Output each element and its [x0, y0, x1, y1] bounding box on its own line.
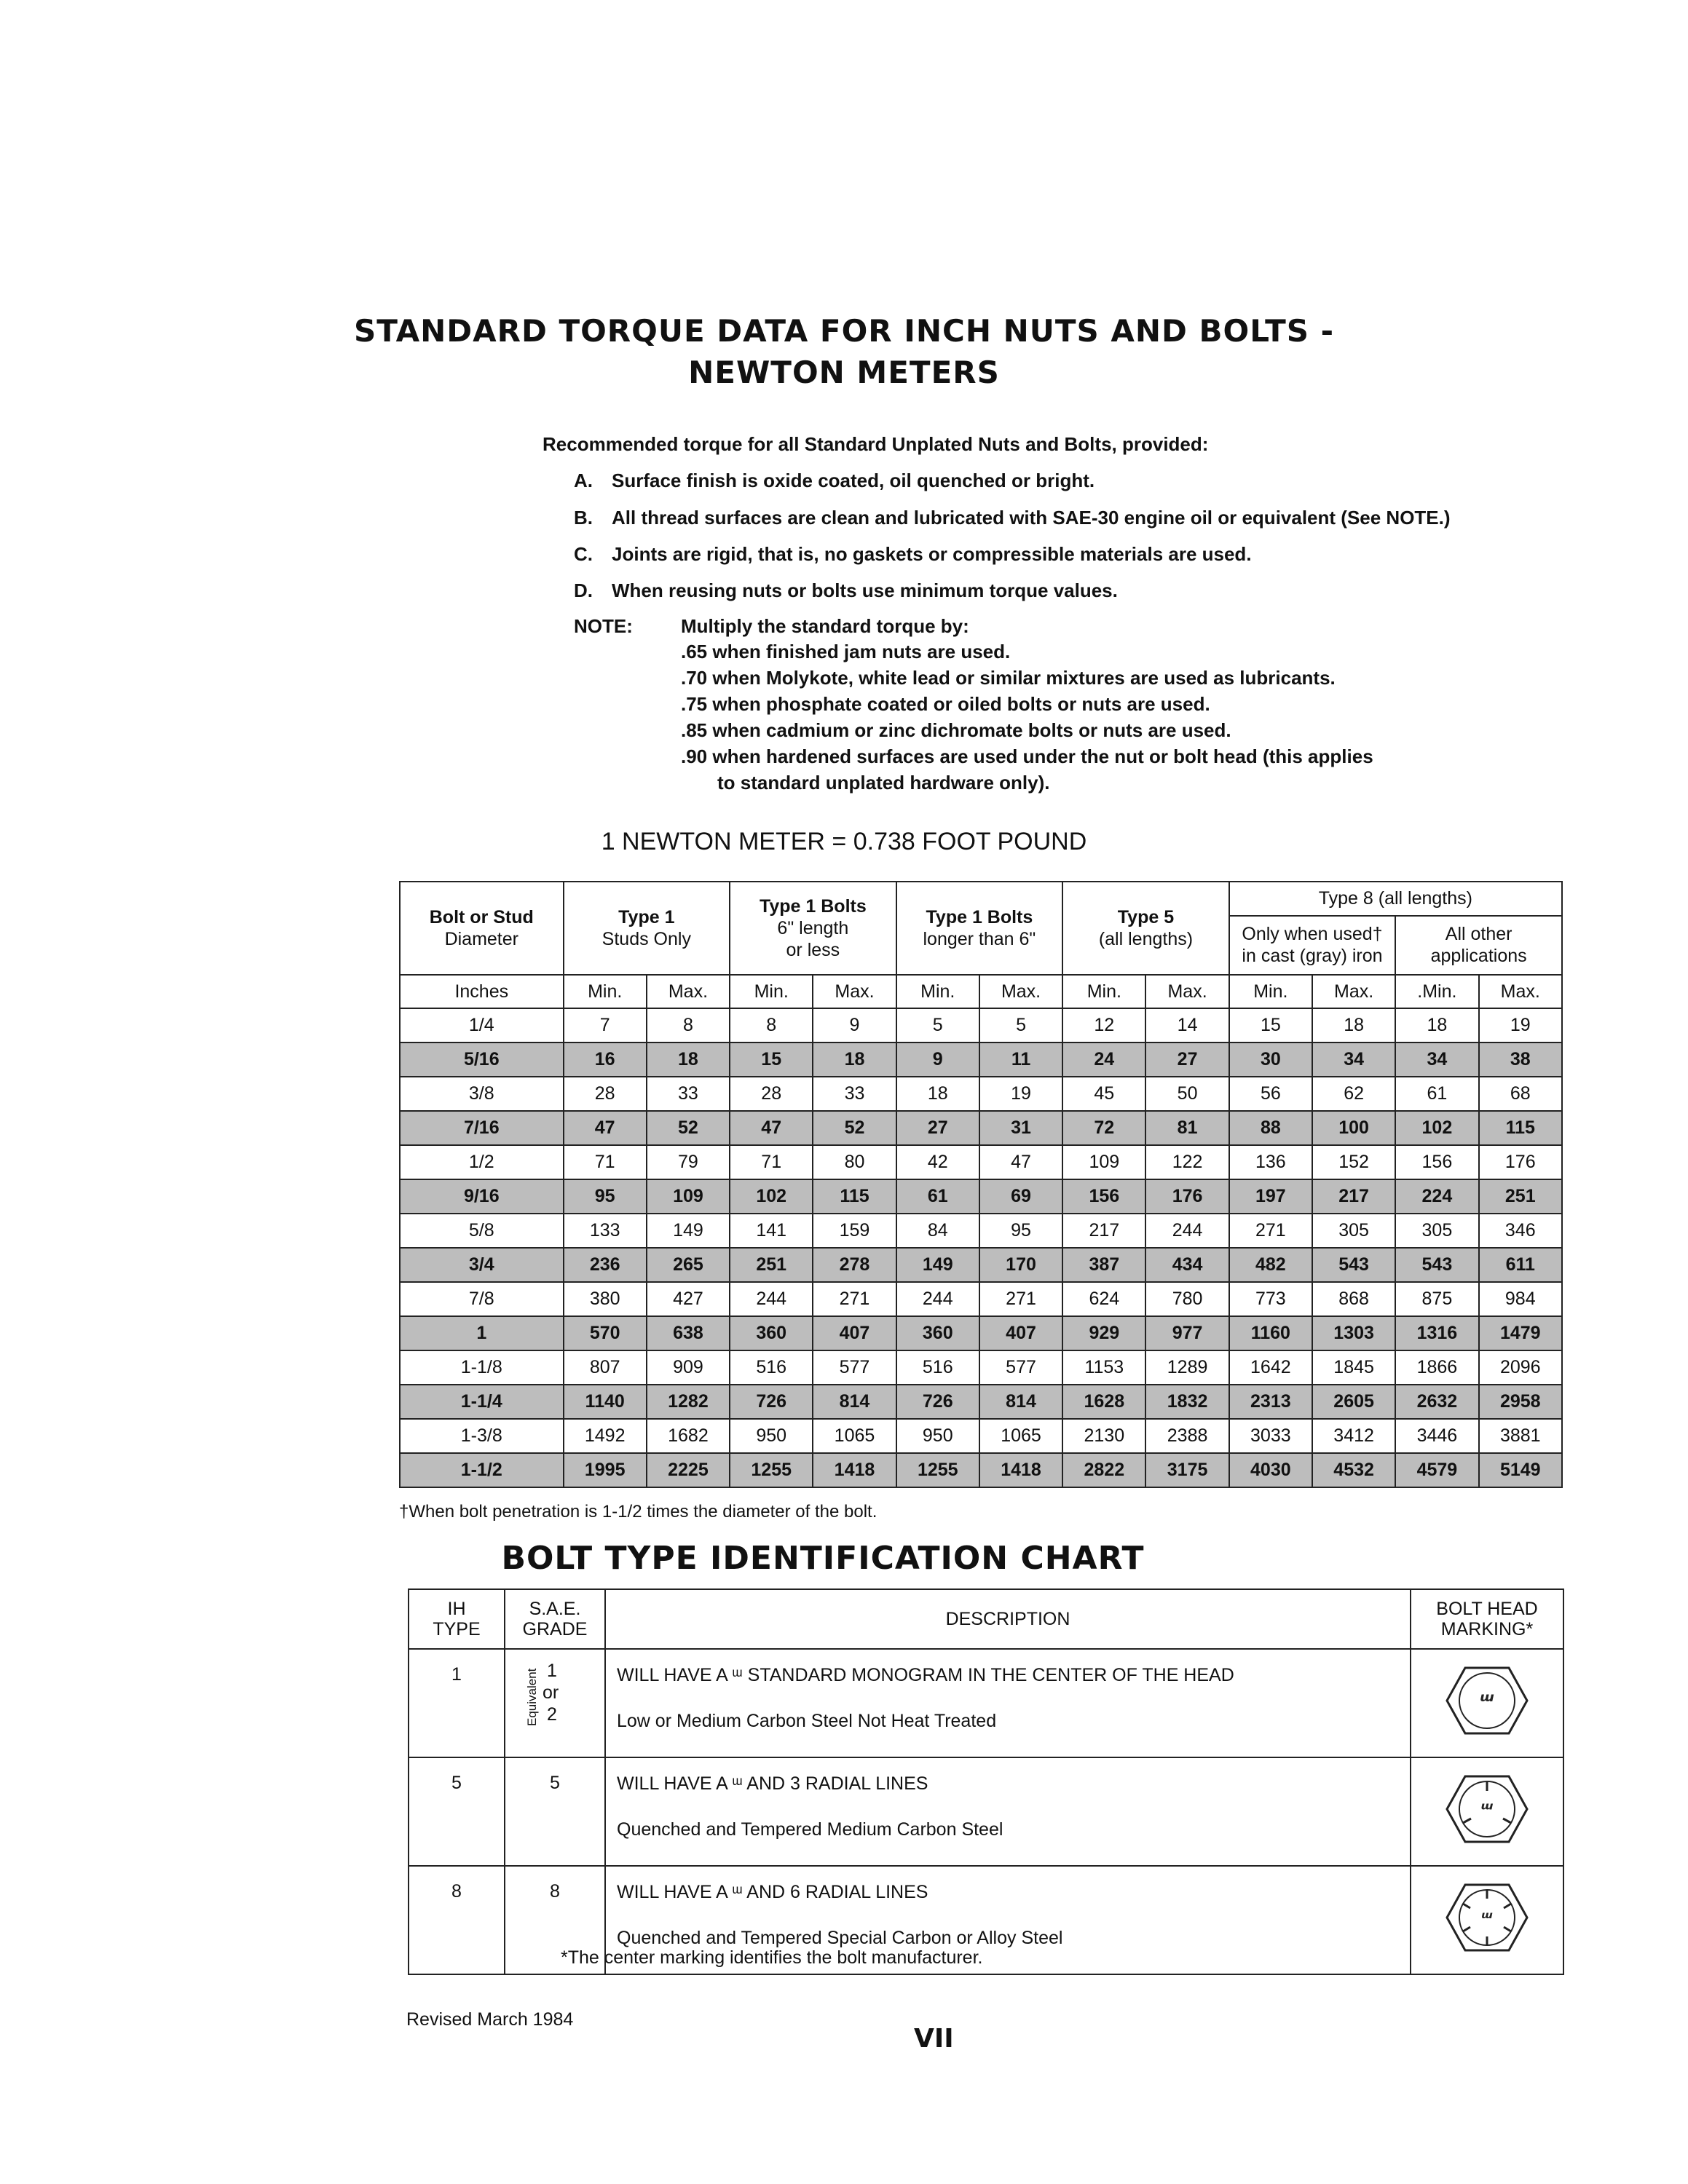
torque-value-cell: 773	[1229, 1282, 1312, 1316]
footnote: *The center marking identifies the bolt manufacturer.	[561, 1947, 983, 1968]
condition-c: C. Joints are rigid, that is, no gaskets or compressible materials are used.	[574, 543, 1252, 565]
col-header-min: .Min.	[1395, 975, 1478, 1008]
id-header-marking: BOLT HEAD MARKING*	[1411, 1589, 1563, 1649]
col-header-inches: Inches	[400, 975, 564, 1008]
torque-row	[400, 1214, 1562, 1248]
torque-value-cell: 577	[979, 1350, 1062, 1385]
torque-value-cell: 217	[1062, 1214, 1145, 1248]
torque-value-cell: 909	[647, 1350, 730, 1385]
torque-value-cell: 9	[896, 1042, 979, 1077]
torque-value-cell: 9	[813, 1008, 896, 1042]
torque-value-cell: 8	[647, 1008, 730, 1042]
col-header-max: Max.	[813, 975, 896, 1008]
sae-grade: 5	[505, 1757, 605, 1866]
torque-value-cell: 5	[979, 1008, 1062, 1042]
torque-value-cell: 88	[1229, 1111, 1312, 1145]
torque-value-cell: 122	[1145, 1145, 1228, 1179]
torque-value-cell: 8	[730, 1008, 813, 1042]
torque-value-cell: 407	[813, 1316, 896, 1350]
torque-value-cell: 950	[896, 1419, 979, 1453]
torque-value-cell: 100	[1312, 1111, 1395, 1145]
description-material: Quenched and Tempered Special Carbon or Alloy Steel	[617, 1928, 1063, 1948]
col-header-max: Max.	[1312, 975, 1395, 1008]
torque-value-cell: 2225	[647, 1453, 730, 1487]
torque-value-cell: 170	[979, 1248, 1062, 1282]
torque-value-cell: 159	[813, 1214, 896, 1248]
torque-value-cell: 1255	[730, 1453, 813, 1487]
bolt-size-cell: 3/4	[400, 1248, 564, 1282]
torque-value-cell: 149	[896, 1248, 979, 1282]
torque-row	[400, 1179, 1562, 1214]
torque-value-cell: 2958	[1479, 1385, 1562, 1419]
torque-value-cell: 4579	[1395, 1453, 1478, 1487]
torque-value-cell: 11	[979, 1042, 1062, 1077]
ih-type: 1	[409, 1649, 505, 1757]
torque-value-cell: 24	[1062, 1042, 1145, 1077]
id-row-type1	[409, 1649, 1563, 1757]
torque-value-cell: 1282	[647, 1385, 730, 1419]
torque-value-cell: 102	[1395, 1111, 1478, 1145]
torque-value-cell: 1682	[647, 1419, 730, 1453]
torque-row	[400, 1453, 1562, 1487]
torque-value-cell: 251	[730, 1248, 813, 1282]
torque-value-cell: 1418	[813, 1453, 896, 1487]
id-header-description: DESCRIPTION	[605, 1589, 1411, 1649]
torque-value-cell: 2605	[1312, 1385, 1395, 1419]
torque-value-cell: 251	[1479, 1179, 1562, 1214]
torque-value-cell: 33	[647, 1077, 730, 1111]
torque-value-cell: 47	[564, 1111, 647, 1145]
note-line: .85 when cadmium or zinc dichromate bolts or nuts are used.	[681, 719, 1231, 741]
torque-value-cell: 61	[1395, 1077, 1478, 1111]
torque-value-cell: 115	[813, 1179, 896, 1214]
torque-value-cell: 407	[979, 1316, 1062, 1350]
torque-row	[400, 1385, 1562, 1419]
note-line: .70 when Molykote, white lead or similar mixtures are used as lubricants.	[681, 667, 1336, 689]
torque-value-cell: 543	[1395, 1248, 1478, 1282]
torque-value-cell: 2632	[1395, 1385, 1478, 1419]
torque-value-cell: 1832	[1145, 1385, 1228, 1419]
col-header-min: Min.	[564, 975, 647, 1008]
torque-value-cell: 18	[1312, 1008, 1395, 1042]
torque-value-cell: 156	[1062, 1179, 1145, 1214]
col-header-max: Max.	[1479, 975, 1562, 1008]
torque-value-cell: 34	[1312, 1042, 1395, 1077]
col-header-type1-long: Type 1 Bolts longer than 6"	[896, 882, 1063, 975]
torque-value-cell: 1140	[564, 1385, 647, 1419]
torque-value-cell: 2388	[1145, 1419, 1228, 1453]
torque-value-cell: 1479	[1479, 1316, 1562, 1350]
torque-value-cell: 80	[813, 1145, 896, 1179]
torque-value-cell: 1289	[1145, 1350, 1228, 1385]
bolt-size-cell: 1-1/8	[400, 1350, 564, 1385]
torque-value-cell: 1642	[1229, 1350, 1312, 1385]
torque-value-cell: 115	[1479, 1111, 1562, 1145]
torque-value-cell: 16	[564, 1042, 647, 1077]
torque-value-cell: 726	[896, 1385, 979, 1419]
condition-b: B. All thread surfaces are clean and lubricated with SAE-30 engine oil or equivalent (See NOTE.)	[574, 507, 1451, 529]
sae-or: or	[543, 1682, 559, 1703]
bolt-head-3-lines-icon	[1443, 1769, 1531, 1849]
torque-value-cell: 360	[896, 1316, 979, 1350]
torque-row	[400, 1419, 1562, 1453]
torque-value-cell: 79	[647, 1145, 730, 1179]
torque-value-cell: 1255	[896, 1453, 979, 1487]
bolt-size-cell: 9/16	[400, 1179, 564, 1214]
torque-value-cell: 244	[1145, 1214, 1228, 1248]
torque-value-cell: 28	[564, 1077, 647, 1111]
torque-value-cell: 1065	[979, 1419, 1062, 1453]
torque-value-cell: 265	[647, 1248, 730, 1282]
torque-value-cell: 271	[813, 1282, 896, 1316]
torque-value-cell: 950	[730, 1419, 813, 1453]
condition-d: D. When reusing nuts or bolts use minimum torque values.	[574, 579, 1118, 601]
torque-value-cell: 68	[1479, 1077, 1562, 1111]
bolt-head-marking	[1411, 1866, 1563, 1974]
note-line: Multiply the standard torque by:	[681, 615, 969, 637]
torque-value-cell: 109	[647, 1179, 730, 1214]
col-header-min: Min.	[896, 975, 979, 1008]
monogram-label: ᵚ	[1480, 1689, 1494, 1714]
torque-row	[400, 1282, 1562, 1316]
torque-value-cell: 19	[1479, 1008, 1562, 1042]
torque-value-cell: 50	[1145, 1077, 1228, 1111]
col-header-max: Max.	[1145, 975, 1228, 1008]
col-header-type8-other: All other applications	[1395, 916, 1562, 975]
description-line: WILL HAVE A ᵚ AND 6 RADIAL LINES	[617, 1882, 928, 1902]
note-line: .90 when hardened surfaces are used under the nut or bolt head (this applies	[681, 745, 1373, 767]
torque-row	[400, 1350, 1562, 1385]
torque-value-cell: 84	[896, 1214, 979, 1248]
torque-value-cell: 1303	[1312, 1316, 1395, 1350]
torque-value-cell: 868	[1312, 1282, 1395, 1316]
col-header-type5: Type 5 (all lengths)	[1062, 882, 1229, 975]
conversion-factor: 1 NEWTON METER = 0.738 FOOT POUND	[601, 828, 1087, 855]
torque-value-cell: 42	[896, 1145, 979, 1179]
torque-row	[400, 1248, 1562, 1282]
torque-value-cell: 72	[1062, 1111, 1145, 1145]
torque-value-cell: 3881	[1479, 1419, 1562, 1453]
torque-value-cell: 929	[1062, 1316, 1145, 1350]
page-title-line2: NEWTON METERS	[688, 355, 1000, 390]
torque-value-cell: 1628	[1062, 1385, 1145, 1419]
ih-type: 5	[409, 1757, 505, 1866]
description-line: WILL HAVE A ᵚ AND 3 RADIAL LINES	[617, 1773, 928, 1794]
col-header-type8-cast: Only when used† in cast (gray) iron	[1229, 916, 1396, 975]
bolt-size-cell: 1-3/8	[400, 1419, 564, 1453]
col-header-type8: Type 8 (all lengths)	[1229, 882, 1562, 916]
torque-value-cell: 12	[1062, 1008, 1145, 1042]
torque-value-cell: 4532	[1312, 1453, 1395, 1487]
torque-value-cell: 152	[1312, 1145, 1395, 1179]
col-header-min: Min.	[1062, 975, 1145, 1008]
torque-value-cell: 28	[730, 1077, 813, 1111]
torque-value-cell: 814	[813, 1385, 896, 1419]
torque-row	[400, 1008, 1562, 1042]
torque-value-cell: 726	[730, 1385, 813, 1419]
torque-value-cell: 176	[1479, 1145, 1562, 1179]
note-line: .75 when phosphate coated or oiled bolts or nuts are used.	[681, 693, 1210, 715]
torque-value-cell: 56	[1229, 1077, 1312, 1111]
torque-value-cell: 380	[564, 1282, 647, 1316]
dagger-note: †When bolt penetration is 1-1/2 times the diameter of the bolt.	[399, 1502, 877, 1522]
bolt-head-marking	[1411, 1649, 1563, 1757]
torque-value-cell: 624	[1062, 1282, 1145, 1316]
torque-value-cell: 71	[564, 1145, 647, 1179]
torque-value-cell: 2822	[1062, 1453, 1145, 1487]
torque-value-cell: 133	[564, 1214, 647, 1248]
torque-value-cell: 434	[1145, 1248, 1228, 1282]
torque-value-cell: 278	[813, 1248, 896, 1282]
bolt-head-monogram-icon	[1443, 1661, 1531, 1741]
bolt-size-cell: 1/2	[400, 1145, 564, 1179]
col-header-type1-studs: Type 1 Studs Only	[564, 882, 730, 975]
torque-row	[400, 1111, 1562, 1145]
torque-value-cell: 69	[979, 1179, 1062, 1214]
torque-value-cell: 427	[647, 1282, 730, 1316]
torque-value-cell: 3175	[1145, 1453, 1228, 1487]
sae-grade-cell	[505, 1649, 605, 1757]
torque-value-cell: 30	[1229, 1042, 1312, 1077]
torque-value-cell: 3412	[1312, 1419, 1395, 1453]
torque-value-cell: 34	[1395, 1042, 1478, 1077]
torque-value-cell: 2130	[1062, 1419, 1145, 1453]
torque-value-cell: 1153	[1062, 1350, 1145, 1385]
torque-value-cell: 4030	[1229, 1453, 1312, 1487]
torque-value-cell: 387	[1062, 1248, 1145, 1282]
torque-value-cell: 18	[896, 1077, 979, 1111]
col-header-max: Max.	[979, 975, 1062, 1008]
bolt-size-cell: 5/16	[400, 1042, 564, 1077]
torque-value-cell: 346	[1479, 1214, 1562, 1248]
note-line: to standard unplated hardware only).	[717, 772, 1050, 794]
torque-value-cell: 52	[813, 1111, 896, 1145]
note-label: NOTE:	[574, 615, 633, 637]
torque-value-cell: 984	[1479, 1282, 1562, 1316]
torque-value-cell: 875	[1395, 1282, 1478, 1316]
condition-a: A. Surface finish is oxide coated, oil quenched or bright.	[574, 470, 1095, 491]
torque-value-cell: 156	[1395, 1145, 1478, 1179]
torque-value-cell: 3033	[1229, 1419, 1312, 1453]
torque-value-cell: 1418	[979, 1453, 1062, 1487]
bolt-head-6-lines-icon	[1443, 1878, 1531, 1958]
torque-value-cell: 5149	[1479, 1453, 1562, 1487]
torque-value-cell: 52	[647, 1111, 730, 1145]
torque-value-cell: 236	[564, 1248, 647, 1282]
bolt-head-marking	[1411, 1757, 1563, 1866]
torque-value-cell: 47	[730, 1111, 813, 1145]
torque-value-cell: 19	[979, 1077, 1062, 1111]
torque-value-cell: 217	[1312, 1179, 1395, 1214]
torque-value-cell: 33	[813, 1077, 896, 1111]
sae-grade: 8	[505, 1866, 605, 1974]
page-number: VII	[914, 2024, 954, 2054]
col-header-type1-short: Type 1 Bolts 6" length or less	[730, 882, 896, 975]
col-header-min: Min.	[730, 975, 813, 1008]
description-material: Low or Medium Carbon Steel Not Heat Treated	[617, 1711, 997, 1731]
description-material: Quenched and Tempered Medium Carbon Steel	[617, 1819, 1003, 1840]
torque-value-cell: 1995	[564, 1453, 647, 1487]
torque-value-cell: 14	[1145, 1008, 1228, 1042]
torque-value-cell: 244	[730, 1282, 813, 1316]
torque-value-cell: 5	[896, 1008, 979, 1042]
torque-value-cell: 1160	[1229, 1316, 1312, 1350]
equivalent-label: Equivalent	[525, 1668, 539, 1726]
torque-value-cell: 482	[1229, 1248, 1312, 1282]
torque-value-cell: 2096	[1479, 1350, 1562, 1385]
intro-text: Recommended torque for all Standard Unplated Nuts and Bolts, provided:	[543, 433, 1209, 455]
torque-value-cell: 95	[979, 1214, 1062, 1248]
torque-value-cell: 61	[896, 1179, 979, 1214]
torque-value-cell: 18	[813, 1042, 896, 1077]
torque-value-cell: 814	[979, 1385, 1062, 1419]
torque-value-cell: 149	[647, 1214, 730, 1248]
torque-value-cell: 977	[1145, 1316, 1228, 1350]
description-cell	[605, 1757, 1411, 1866]
monogram-label: ᵚ	[1481, 1908, 1493, 1928]
torque-table	[399, 881, 1563, 1488]
torque-value-cell: 516	[730, 1350, 813, 1385]
sae-grade-alt: 2	[547, 1704, 557, 1725]
torque-value-cell: 27	[896, 1111, 979, 1145]
torque-value-cell: 71	[730, 1145, 813, 1179]
torque-value-cell: 141	[730, 1214, 813, 1248]
torque-value-cell: 102	[730, 1179, 813, 1214]
torque-value-cell: 271	[1229, 1214, 1312, 1248]
torque-value-cell: 516	[896, 1350, 979, 1385]
revised-date: Revised March 1984	[406, 2009, 574, 2030]
torque-value-cell: 18	[647, 1042, 730, 1077]
torque-value-cell: 109	[1062, 1145, 1145, 1179]
torque-value-cell: 27	[1145, 1042, 1228, 1077]
torque-row	[400, 1145, 1562, 1179]
torque-value-cell: 176	[1145, 1179, 1228, 1214]
torque-value-cell: 3446	[1395, 1419, 1478, 1453]
id-chart-title: BOLT TYPE IDENTIFICATION CHART	[501, 1540, 1145, 1577]
bolt-id-table	[408, 1588, 1564, 1975]
torque-value-cell: 15	[1229, 1008, 1312, 1042]
torque-value-cell: 305	[1312, 1214, 1395, 1248]
torque-value-cell: 1065	[813, 1419, 896, 1453]
torque-value-cell: 197	[1229, 1179, 1312, 1214]
bolt-size-cell: 7/8	[400, 1282, 564, 1316]
torque-value-cell: 1492	[564, 1419, 647, 1453]
id-header-ih-type: IH TYPE	[409, 1589, 505, 1649]
torque-value-cell: 224	[1395, 1179, 1478, 1214]
id-row-type5	[409, 1757, 1563, 1866]
bolt-size-cell: 3/8	[400, 1077, 564, 1111]
torque-value-cell: 1845	[1312, 1350, 1395, 1385]
note-line: .65 when finished jam nuts are used.	[681, 641, 1011, 662]
torque-row	[400, 1316, 1562, 1350]
bolt-size-cell: 1-1/4	[400, 1385, 564, 1419]
torque-value-cell: 807	[564, 1350, 647, 1385]
torque-value-cell: 360	[730, 1316, 813, 1350]
bolt-size-cell: 7/16	[400, 1111, 564, 1145]
col-header-min: Min.	[1229, 975, 1312, 1008]
torque-row	[400, 1077, 1562, 1111]
bolt-size-cell: 1/4	[400, 1008, 564, 1042]
torque-value-cell: 543	[1312, 1248, 1395, 1282]
torque-value-cell: 47	[979, 1145, 1062, 1179]
col-header-bolt-stud: Bolt or Stud Diameter	[400, 882, 564, 975]
torque-value-cell: 611	[1479, 1248, 1562, 1282]
torque-value-cell: 81	[1145, 1111, 1228, 1145]
torque-value-cell: 577	[813, 1350, 896, 1385]
torque-value-cell: 780	[1145, 1282, 1228, 1316]
torque-value-cell: 31	[979, 1111, 1062, 1145]
page-title-line1: STANDARD TORQUE DATA FOR INCH NUTS AND BOLTS -	[353, 313, 1335, 349]
torque-value-cell: 2313	[1229, 1385, 1312, 1419]
description-cell	[605, 1649, 1411, 1757]
torque-value-cell: 271	[979, 1282, 1062, 1316]
col-header-max: Max.	[647, 975, 730, 1008]
torque-value-cell: 1866	[1395, 1350, 1478, 1385]
torque-value-cell: 570	[564, 1316, 647, 1350]
bolt-size-cell: 1-1/2	[400, 1453, 564, 1487]
torque-value-cell: 45	[1062, 1077, 1145, 1111]
sae-grade: 1	[547, 1661, 557, 1681]
torque-value-cell: 305	[1395, 1214, 1478, 1248]
torque-value-cell: 638	[647, 1316, 730, 1350]
bolt-size-cell: 5/8	[400, 1214, 564, 1248]
torque-value-cell: 95	[564, 1179, 647, 1214]
torque-value-cell: 1316	[1395, 1316, 1478, 1350]
id-header-sae-grade: S.A.E. GRADE	[505, 1589, 605, 1649]
torque-value-cell: 244	[896, 1282, 979, 1316]
description-line: WILL HAVE A ᵚ STANDARD MONOGRAM IN THE CENTER OF THE HEAD	[617, 1665, 1234, 1685]
torque-value-cell: 18	[1395, 1008, 1478, 1042]
torque-value-cell: 15	[730, 1042, 813, 1077]
torque-value-cell: 7	[564, 1008, 647, 1042]
torque-row	[400, 1042, 1562, 1077]
torque-value-cell: 136	[1229, 1145, 1312, 1179]
bolt-size-cell: 1	[400, 1316, 564, 1350]
ih-type: 8	[409, 1866, 505, 1974]
torque-value-cell: 38	[1479, 1042, 1562, 1077]
torque-value-cell: 62	[1312, 1077, 1395, 1111]
monogram-label: ᵚ	[1480, 1799, 1494, 1821]
